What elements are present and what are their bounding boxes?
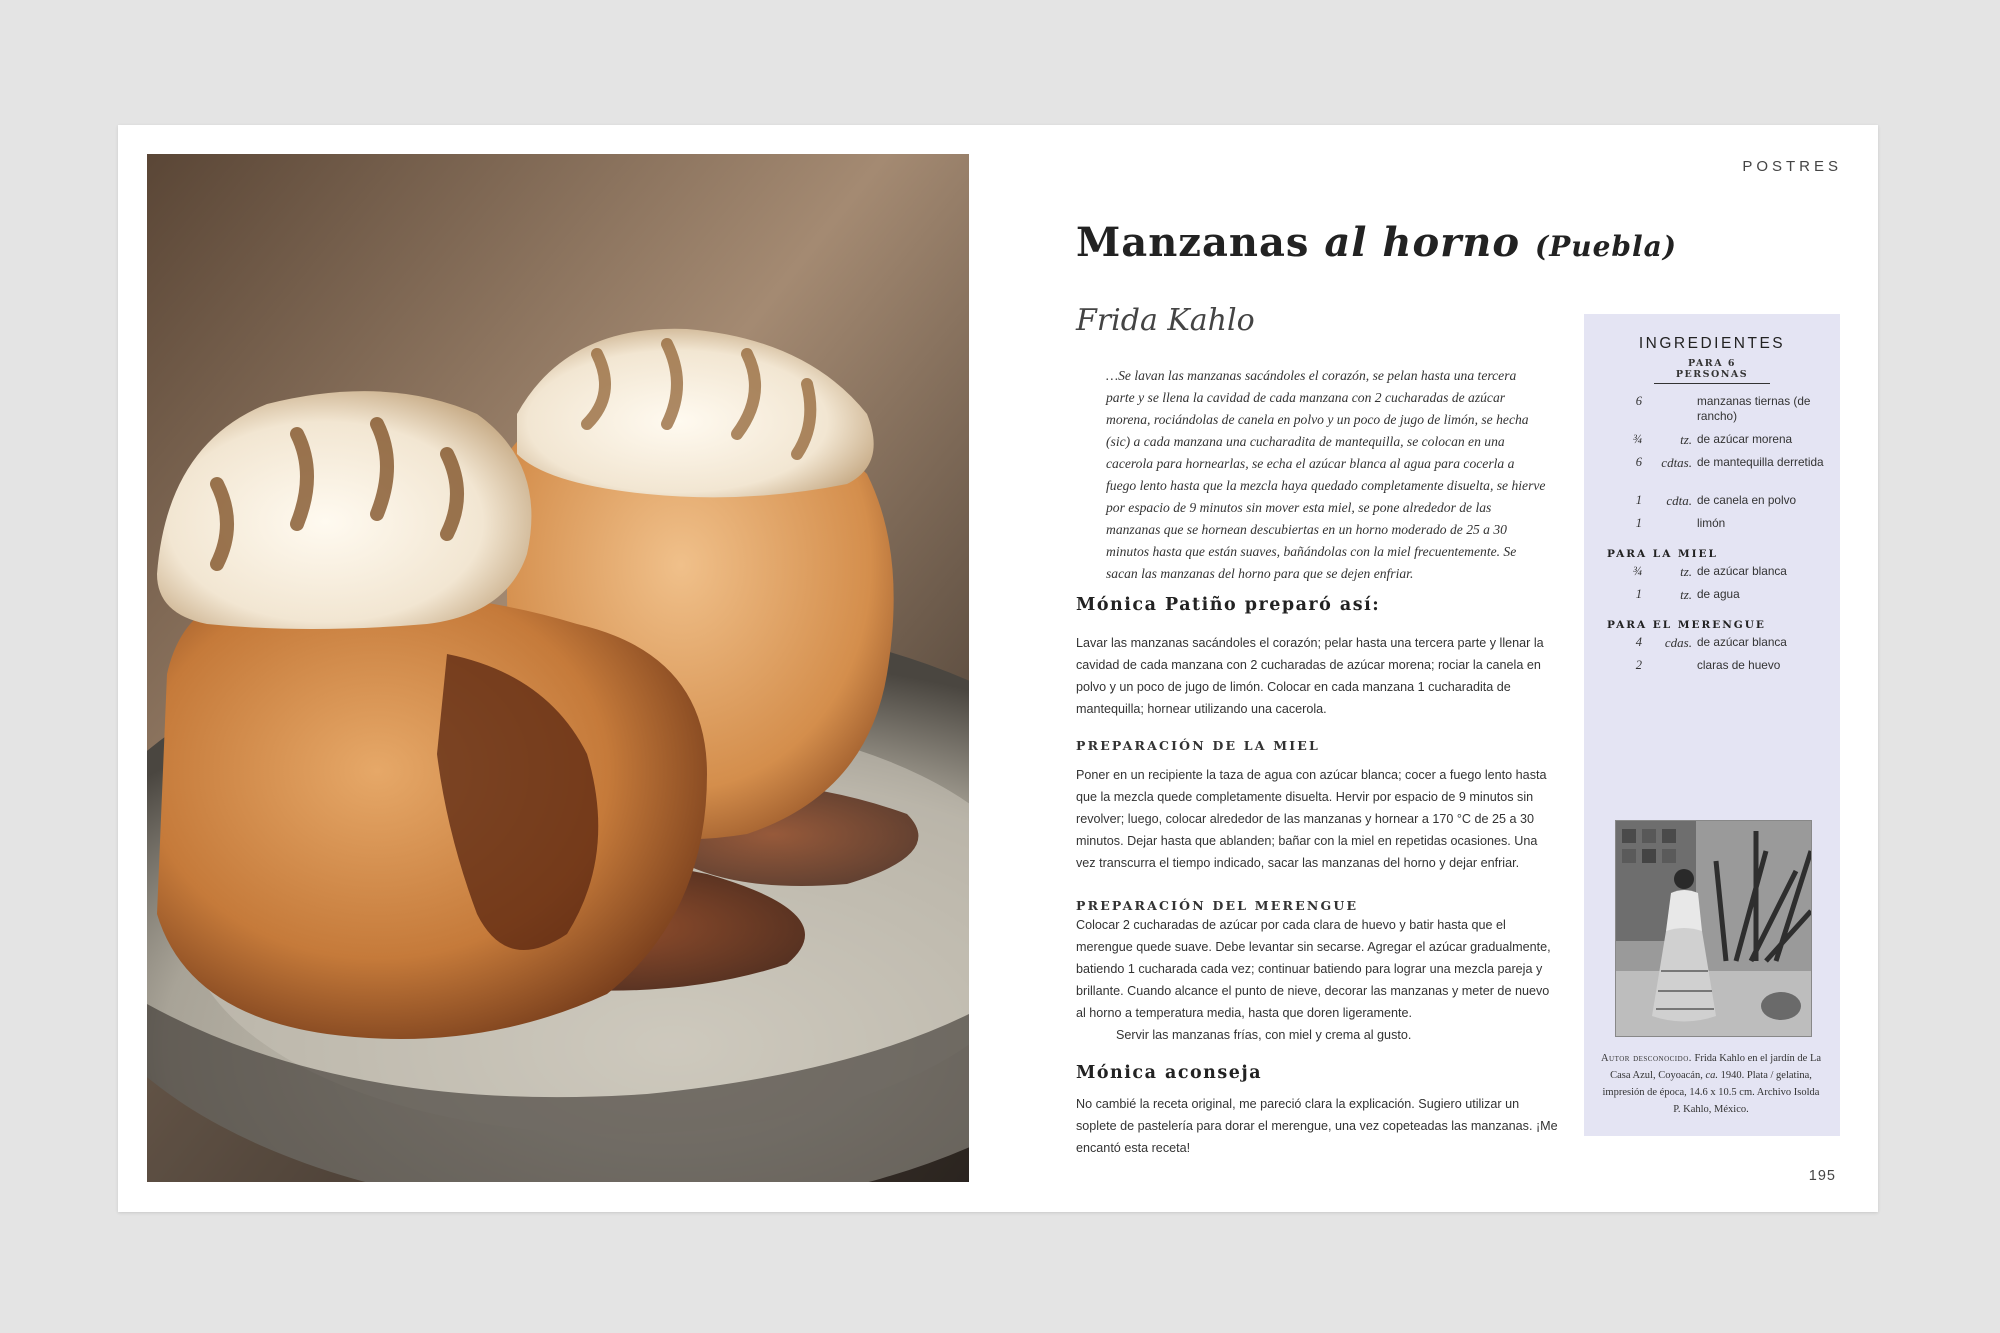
ingredients-title: INGREDIENTES xyxy=(1638,335,1786,352)
ingredient-desc: limón xyxy=(1697,516,1726,530)
frida-portrait-photo xyxy=(1615,820,1812,1037)
ingredient-row xyxy=(1584,635,1840,658)
baked-apples-photo xyxy=(147,154,969,1182)
serve-instructions: Servir las manzanas frías, con miel y crema al gusto. xyxy=(1116,1028,1412,1042)
ingredient-unit: tz. xyxy=(1680,432,1692,447)
aconseja-text: No cambié la receta original, me pareció clara la explicación. Sugiero utilizar un soplete de pastelería para dorar el merengue, una vez copeteadas las manzanas. ¡Me encantó esta receta! xyxy=(1076,1097,1558,1155)
ingredient-row xyxy=(1584,432,1840,455)
ingredient-desc: manzanas tiernas (de rancho) xyxy=(1697,394,1811,423)
page-number: 195 xyxy=(1808,1168,1836,1184)
ingredient-row xyxy=(1584,455,1840,493)
photo-caption xyxy=(1598,1050,1824,1118)
title-italic: al horno xyxy=(1324,218,1521,266)
ingredient-row xyxy=(1584,516,1840,539)
ingredient-desc: de canela en polvo xyxy=(1697,493,1797,507)
section-label: POSTRES xyxy=(1742,158,1842,175)
monica-heading: Mónica Patiño preparó así: xyxy=(1076,595,1381,615)
monica-instructions: Lavar las manzanas sacándoles el corazón; pelar hasta una tercera parte y llenar la cavidad de cada manzana con 2 cucharadas de azúcar morena; rociar la canela en polvo y un poco de jugo de limón. Colocar en cada manzana 1 cucharadita de mantequilla; hornear utilizando una cacerola. xyxy=(1076,636,1544,716)
ingredient-qty: ¾ xyxy=(1632,564,1642,578)
merengue-heading: PREPARACIÓN DEL MERENGUE xyxy=(1076,898,1359,913)
ingredient-row xyxy=(1584,658,1840,681)
caption-text-details: 1940. Plata / gelatina, impresión de época, 14.6 x 10.5 cm. Archivo Isolda P. Kahlo, México. xyxy=(1602,1070,1820,1115)
ingredients-list xyxy=(1584,394,1840,681)
ingredient-qty: ¾ xyxy=(1632,432,1642,446)
title-main: Manzanas xyxy=(1076,218,1310,266)
ingredient-unit: cdas. xyxy=(1664,635,1692,650)
ingredient-desc: claras de huevo xyxy=(1697,658,1781,672)
ingredient-qty: 2 xyxy=(1635,658,1642,672)
ingredient-qty: 1 xyxy=(1635,493,1642,507)
portrait-illustration xyxy=(1616,821,1811,1036)
ingredient-desc: de agua xyxy=(1697,587,1740,601)
baked-apples-illustration xyxy=(147,154,969,1182)
caption-text: Frida Kahlo en el jardín de La Casa Azul, Coyoacán, xyxy=(1610,1053,1822,1081)
recipe-title xyxy=(1076,219,1677,266)
title-region: (Puebla) xyxy=(1534,229,1678,263)
frida-kahlo-signature: Frida Kahlo xyxy=(1076,303,1255,338)
ingredient-desc: de mantequilla derretida xyxy=(1697,455,1824,469)
book-spread xyxy=(118,125,1878,1212)
ingredient-unit: cdtas. xyxy=(1661,455,1692,470)
ingredient-row xyxy=(1584,394,1840,432)
ingredient-desc: de azúcar blanca xyxy=(1697,564,1787,578)
original-recipe-quote: …Se lavan las manzanas sacándoles el corazón, se pelan hasta una tercera parte y se llena la cavidad de cada manzana con 2 cucharadas de azúcar morena, rociándolas de canela en polvo y un poco de jugo de limón, se hecha (sic) a cada manzana una cucharadita de mantequilla, se colocan en una cacerola para hornearlas, se echa el azúcar blanca al agua para cocerla a fuego lento hasta que la mezcla haya quedado completamente disuelta, se hierve por espacio de 9 minutos sin mover esta miel, se pone alrededor de las manzanas que se hornean descubiertas en un horno moderado de 25 a 30 minutos hasta que están suaves, bañándolas con la miel frecuentemente. Se sacan las manzanas del horno para que se dejen enfriar. xyxy=(1106,368,1546,581)
ingredient-unit: cdta. xyxy=(1666,493,1692,508)
ingredient-qty: 1 xyxy=(1635,516,1642,530)
ingredient-qty: 6 xyxy=(1635,394,1642,408)
ingredient-row xyxy=(1584,587,1840,610)
ingredient-unit: tz. xyxy=(1680,564,1692,579)
caption-author: Autor desconocido. xyxy=(1600,1053,1692,1064)
merengue-group-label: PARA EL MERENGUE xyxy=(1607,619,1766,631)
ingredient-desc: de azúcar morena xyxy=(1697,432,1793,446)
ingredient-row xyxy=(1584,564,1840,587)
ingredient-unit: tz. xyxy=(1680,587,1692,602)
merengue-instructions: Colocar 2 cucharadas de azúcar por cada clara de huevo y batir hasta que el merengue quede suave. Debe levantar sin secarse. Agregar el azúcar gradualmente, batiendo 1 cucharada cada vez; continuar batiendo para lograr una mezcla pareja y brillante. Cuando alcance el punto de nieve, decorar las manzanas y meter de nuevo al horno a temperatura media, hasta que doren ligeramente. xyxy=(1076,918,1551,1020)
ingredient-desc: de azúcar blanca xyxy=(1697,635,1787,649)
ingredient-row xyxy=(1584,493,1840,516)
ingredient-qty: 1 xyxy=(1635,587,1642,601)
ingredient-qty: 6 xyxy=(1635,455,1642,469)
miel-heading: PREPARACIÓN DE LA MIEL xyxy=(1076,738,1321,753)
aconseja-heading: Mónica aconseja xyxy=(1076,1063,1263,1083)
ingredient-qty: 4 xyxy=(1635,635,1642,649)
ingredients-servings: PARA 6 PERSONAS xyxy=(1654,358,1770,384)
miel-instructions: Poner en un recipiente la taza de agua con azúcar blanca; cocer a fuego lento hasta que la mezcla quede completamente disuelta. Hervir por espacio de 9 minutos sin revolver; luego, colocar alrededor de las manzanas y hornear a 170 °C de 25 a 30 minutos. Dejar hasta que ablanden; bañar con la miel en repetidas ocasiones. Una vez transcurra el tiempo indicado, sacar las manzanas del horno y dejar enfriar. xyxy=(1076,768,1547,870)
caption-circa: ca. xyxy=(1705,1070,1718,1081)
miel-group-label: PARA LA MIEL xyxy=(1607,548,1718,560)
